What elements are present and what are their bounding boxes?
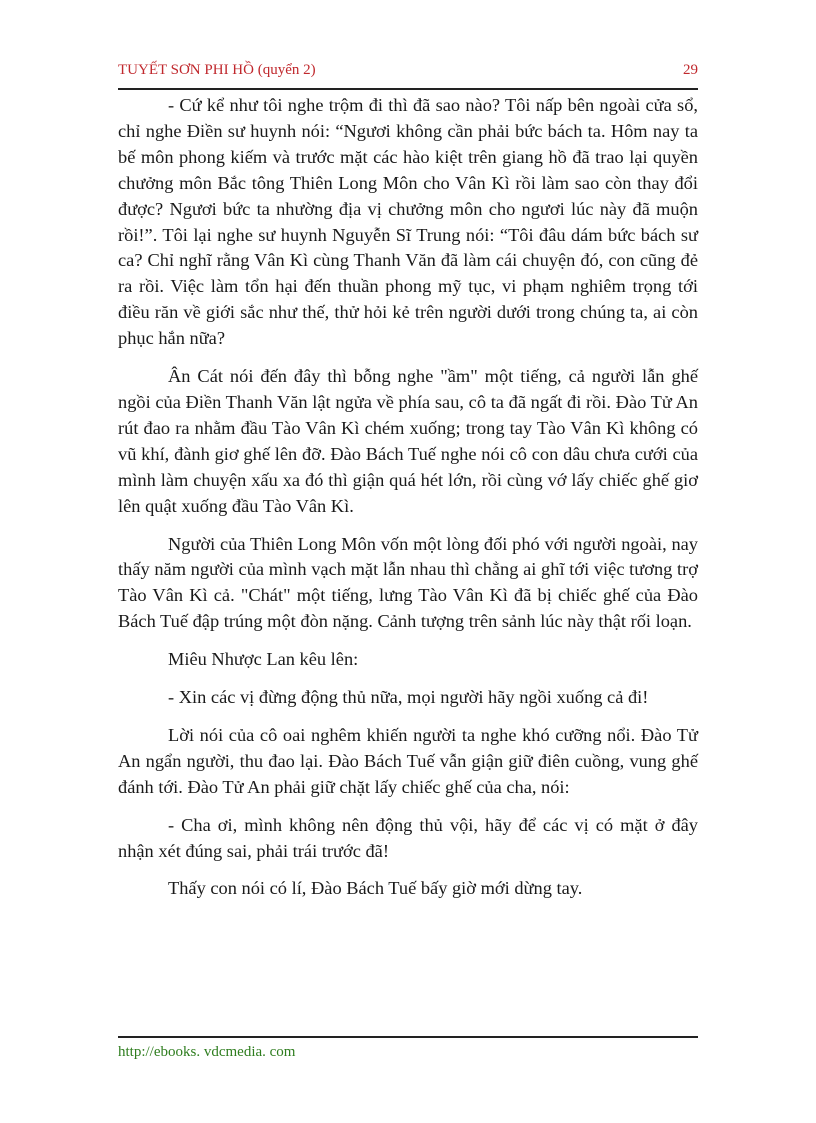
book-title: TUYẾT SƠN PHI HỒ (quyển 2)	[118, 62, 316, 78]
paragraph: Người của Thiên Long Môn vốn một lòng đối phó với người ngoài, nay thấy năm người của mình vạch mặt lẫn nhau thì chẳng ai ghĩ tới việc tương trợ Tào Vân Kì cả. "Chát" một tiếng, lưng Tào Vân Kì đã bị chiếc ghế của Đào Bách Tuế đập trúng một đòn nặng. Cảnh tượng trên sảnh lúc này thật rối loạn.	[118, 533, 698, 632]
paragraph: Ân Cát nói đến đây thì bỗng nghe "ầm" một tiếng, cả người lẫn ghế ngồi của Điền Thanh Văn lật ngửa về phía sau, cô ta đã ngất đi rồi. Đào Tử An rút đao ra nhằm đầu Tào Vân Kì chém xuống; trong tay Tào Vân Kì không có vũ khí, đành giơ ghế lên đỡ. Đào Bách Tuế nghe nói cô con dâu chưa cưới của mình làm chuyện xấu xa đó thì giận quá hét lớn, rồi cùng vớ lấy chiếc ghế giơ lên quật xuống đầu Tào Vân Kì.	[118, 366, 698, 516]
footer-divider	[118, 1036, 698, 1038]
paragraph: Lời nói của cô oai nghêm khiến người ta nghe khó cưỡng nổi. Đào Tử An ngẩn người, thu đao lại. Đào Bách Tuế vẫn giận giữ điên cuồng, vung ghế đánh tới. Đào Tử An phải giữ chặt lấy chiếc ghế của cha, nói:	[118, 724, 698, 797]
page-body	[118, 93, 698, 914]
paragraph: - Cứ kể như tôi nghe trộm đi thì đã sao nào? Tôi nấp bên ngoài cửa sổ, chỉ nghe Điền sư huynh nói: “Ngươi không cần phải bức bách ta. Hôm nay ta bế môn phong kiếm và trước mặt các hào kiệt trên giang hồ đã trao lại quyền chưởng môn Bắc tông Thiên Long Môn cho Vân Kì rồi làm sao còn thay đổi được? Ngươi bức ta nhường địa vị chưởng môn cho ngươi lúc này đã muộn rồi!”. Tôi lại nghe sư huynh Nguyễn Sĩ Trung nói: “Tôi đâu dám bức bách sư ca? Chỉ nghĩ rằng Vân Kì cùng Thanh Văn đã làm cái chuyện đó, con cũng đẻ ra rồi. Việc làm tổn hại đến thuần phong mỹ tục, vi phạm nghiêm trọng tới điều răn về giới sắc như thế, thử hỏi kẻ trên người dưới trong chúng ta, ai còn phục hắn nữa?	[118, 95, 698, 349]
paragraph: Thấy con nói có lí, Đào Bách Tuế bấy giờ mới dừng tay.	[168, 878, 583, 899]
paragraph: - Cha ơi, mình không nên động thủ vội, hãy để các vị có mặt ở đây nhận xét đúng sai, phải trái trước đã!	[118, 814, 698, 861]
paragraph: - Xin các vị đừng động thủ nữa, mọi người hãy ngồi xuống cả đi!	[168, 687, 649, 708]
header-divider	[118, 88, 698, 90]
page-header	[118, 62, 698, 86]
paragraph: Miêu Nhược Lan kêu lên:	[168, 649, 359, 670]
page-number: 29	[683, 62, 698, 78]
footer-url-link[interactable]: http://ebooks. vdcmedia. com	[118, 1044, 296, 1060]
